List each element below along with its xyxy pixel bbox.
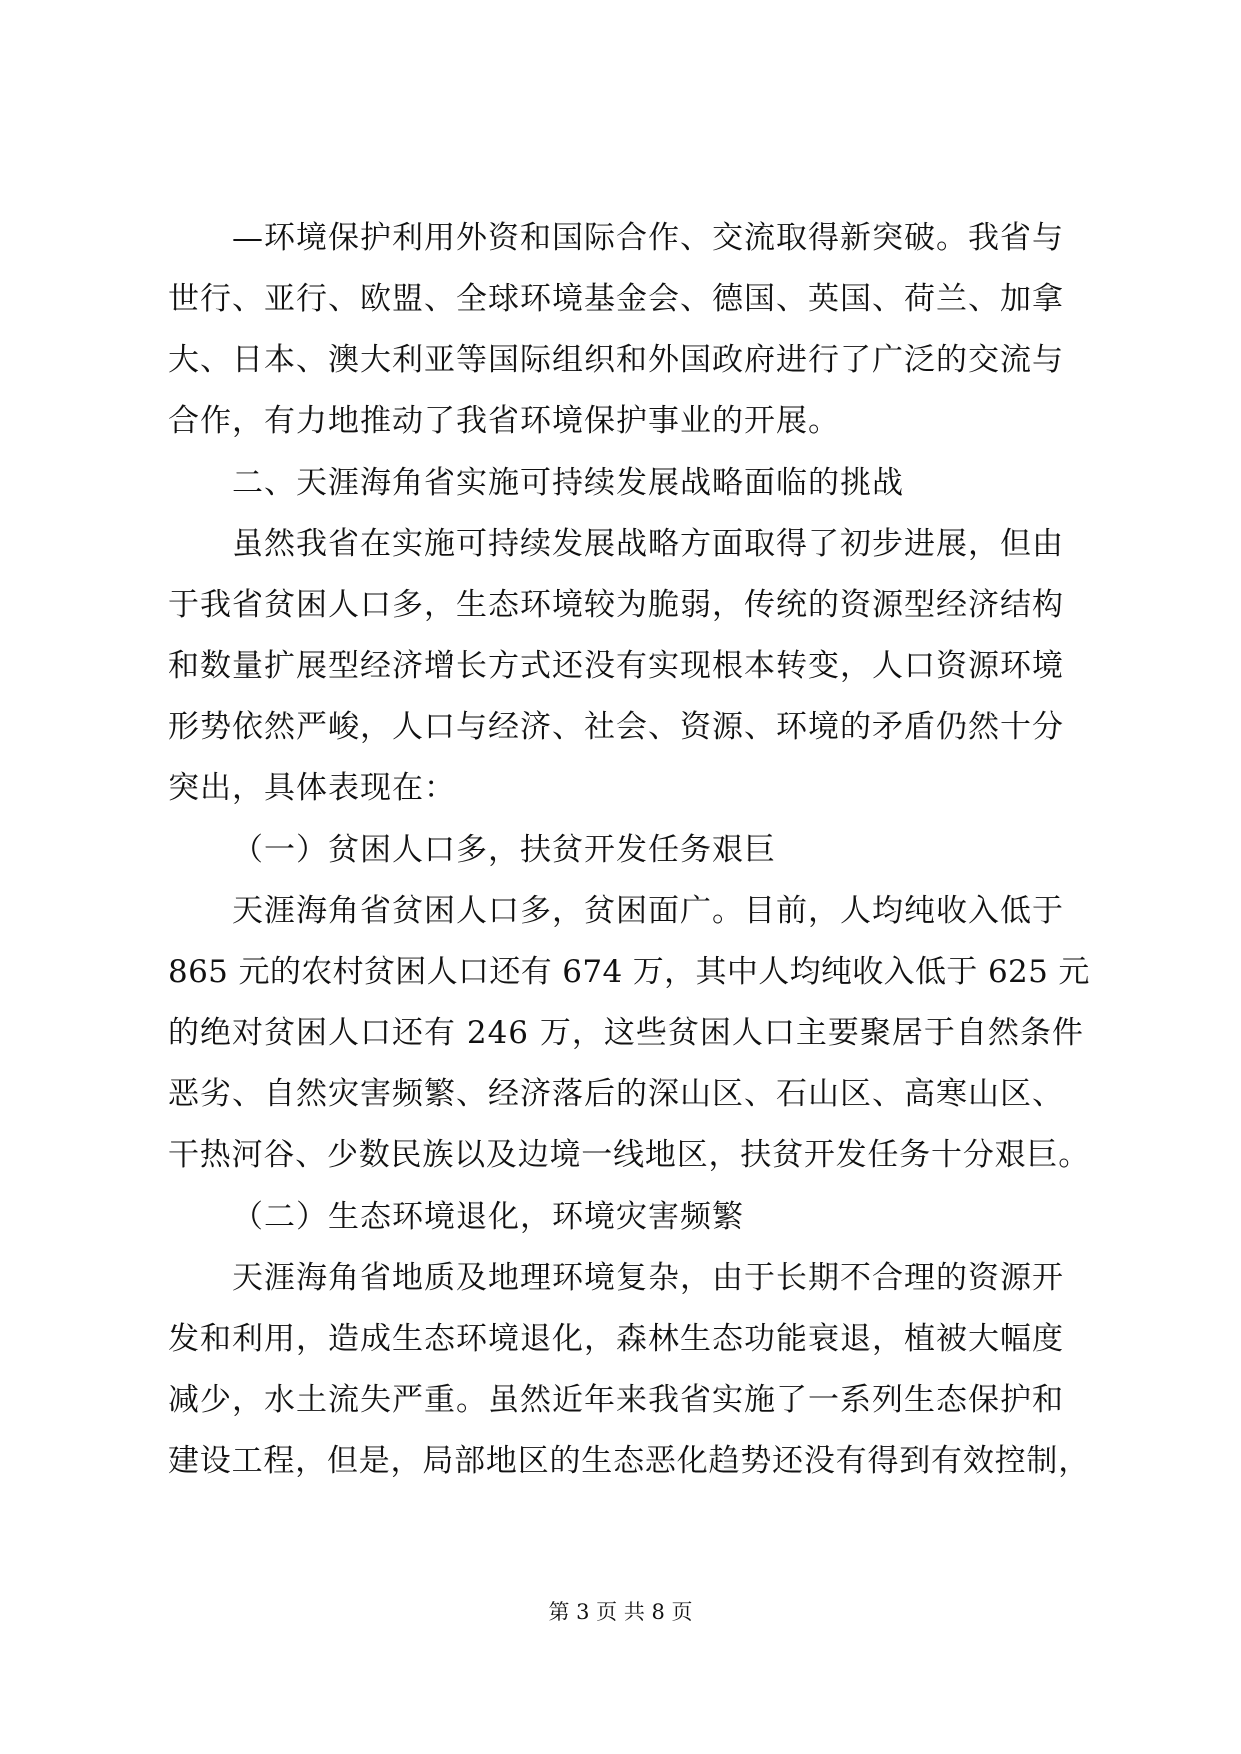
text-line: 发和利用，造成生态环境退化，森林生态功能衰退，植被大幅度 bbox=[168, 1321, 1064, 1357]
subsection-heading: （一）贫困人口多，扶贫开发任务艰巨 bbox=[232, 832, 776, 868]
text-line: 干热河谷、少数民族以及边境一线地区，扶贫开发任务十分艰巨。 bbox=[168, 1137, 1090, 1173]
text-line: 的绝对贫困人口还有 246 万，这些贫困人口主要聚居于自然条件 bbox=[168, 1015, 1084, 1051]
text-line: 大、日本、澳大利亚等国际组织和外国政府进行了广泛的交流与 bbox=[168, 342, 1064, 378]
text-line: 世行、亚行、欧盟、全球环境基金会、德国、英国、荷兰、加拿 bbox=[168, 281, 1064, 317]
text-line: 突出，具体表现在： bbox=[168, 770, 456, 806]
text-line: 天涯海角省贫困人口多，贫困面广。目前，人均纯收入低于 bbox=[232, 893, 1064, 929]
section-heading: 二、天涯海角省实施可持续发展战略面临的挑战 bbox=[232, 465, 904, 501]
text-line: —环境保护利用外资和国际合作、交流取得新突破。我省与 bbox=[232, 220, 1064, 256]
text-line: 于我省贫困人口多，生态环境较为脆弱，传统的资源型经济结构 bbox=[168, 587, 1064, 623]
text-line: 恶劣、自然灾害频繁、经济落后的深山区、石山区、高寒山区、 bbox=[168, 1076, 1064, 1112]
page-footer: 第 3 页 共 8 页 bbox=[548, 1600, 693, 1624]
text-line: 虽然我省在实施可持续发展战略方面取得了初步进展，但由 bbox=[232, 526, 1064, 562]
text-line: 865 元的农村贫困人口还有 674 万，其中人均纯收入低于 625 元 bbox=[168, 954, 1090, 990]
text-line: 合作，有力地推动了我省环境保护事业的开展。 bbox=[168, 403, 840, 439]
subsection-heading: （二）生态环境退化，环境灾害频繁 bbox=[232, 1199, 744, 1235]
text-line: 形势依然严峻，人口与经济、社会、资源、环境的矛盾仍然十分 bbox=[168, 709, 1064, 745]
text-line: 天涯海角省地质及地理环境复杂，由于长期不合理的资源开 bbox=[232, 1260, 1064, 1296]
text-line: 和数量扩展型经济增长方式还没有实现根本转变，人口资源环境 bbox=[168, 648, 1064, 684]
text-line: 建设工程，但是，局部地区的生态恶化趋势还没有得到有效控制， bbox=[168, 1443, 1090, 1479]
text-line: 减少，水土流失严重。虽然近年来我省实施了一系列生态保护和 bbox=[168, 1382, 1064, 1418]
